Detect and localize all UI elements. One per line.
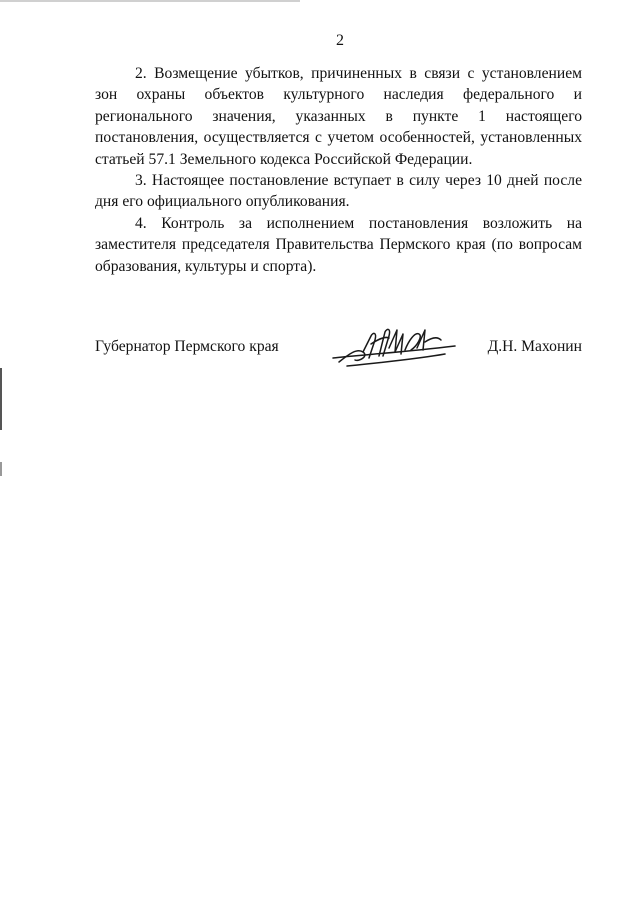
paragraph-effective-date: 3. Настоящее постановление вступает в силу через 10 дней после дня его официального опубликования.	[95, 172, 582, 211]
handwritten-signature	[327, 322, 461, 368]
signature-block	[95, 336, 582, 366]
document-body	[95, 63, 582, 277]
signatory-title: Губернатор Пермского края	[95, 338, 279, 355]
signatory-name: Д.Н. Махонин	[487, 338, 582, 355]
scan-edge-mark	[0, 368, 2, 430]
paragraph-compensation: 2. Возмещение убытков, причиненных в связи с установлением зон охраны объектов культурного наследия федерального и регионального значения, указанных в пункте 1 настоящего постановления, осуществляется с учетом особенностей, установленных статьей 57.1 Земельного кодекса Российской Федерации.	[95, 65, 582, 168]
scan-edge-mark	[0, 462, 2, 476]
paragraph-control: 4. Контроль за исполнением постановления возложить на заместителя председателя Правительства Пермского края (по вопросам образования, культуры и спорта).	[95, 214, 582, 275]
page-number: 2	[336, 32, 344, 49]
top-edge-rule	[0, 0, 300, 2]
